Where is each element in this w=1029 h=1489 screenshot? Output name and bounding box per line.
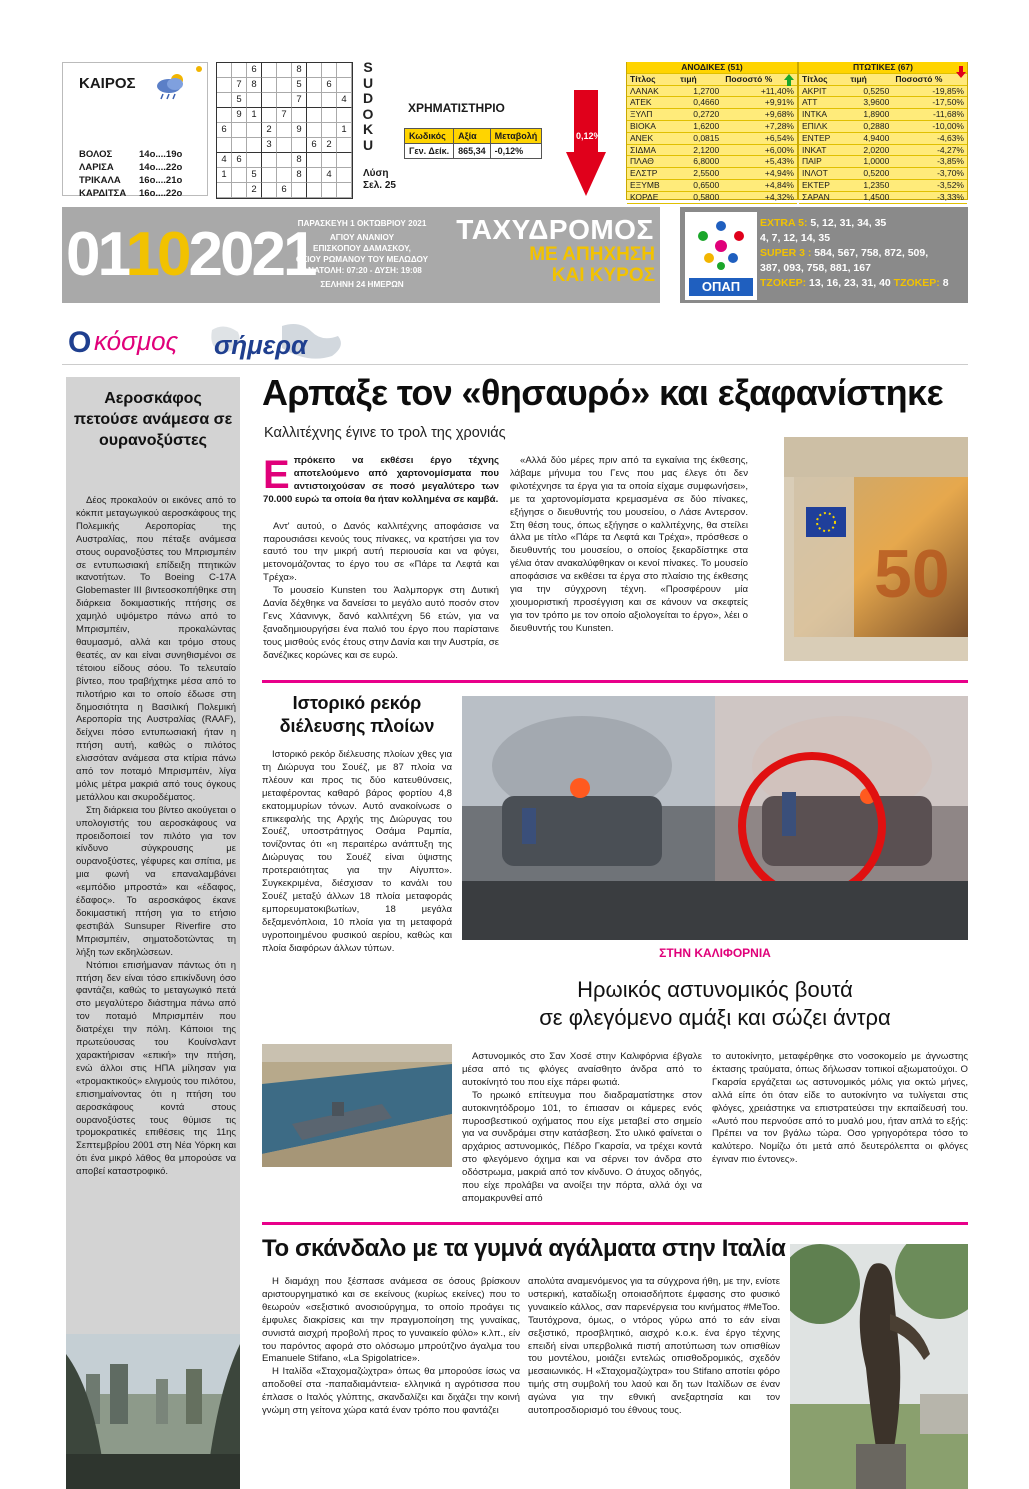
weather-title: ΚΑΙΡΟΣ [79,75,136,92]
sudoku-cell [262,168,277,183]
down-arrow-icon [566,90,606,196]
divider-italy [262,1222,968,1225]
weather-box [62,62,208,199]
table-row [799,156,967,168]
table-cell: +6,00% [722,144,797,156]
table-cell: -3,33% [892,191,967,203]
table-row [627,191,797,203]
sudoku-cell [322,123,337,138]
table-cell: 1,0000 [847,156,892,168]
sudoku-cell [217,183,232,198]
sudoku-cell [292,183,307,198]
weather-row-karditsa: ΚΑΡΔΙΤΣΑ 16ο....22ο [79,188,183,199]
sudoku-cell: 8 [292,168,307,183]
sudoku-cell [217,63,232,78]
svg-text:κόσμος: κόσμος [94,326,179,356]
sudoku-cell: 7 [292,93,307,108]
italy-col2: απολύτα αναμενόμενος για τα σύγχρονα ήθη, με την, ενίοτε υστερική, καταδίωξη οποιασδήποτε έμφασης στο φυσικό γυναικείο κάλλος, σαν παρενέργεια του κινήματος #MeToo. Ταυτόχρονα, όμως, ο ντόρος γύρω από το εάν είναι σεξιστικό, προσβλητικό, αισχρό κ.ο.κ. ένα έργο τέχνης επειδή είναι υπερβολικά πιστή αποτύπωση των οπισθίων του μοντέλου, μοιάζει εντελώς οπισθοδρομικός, σχεδόν μεσαιωνικός. Η «Σταχομαζώχτρα» του Stifano αποτίει φόρο τιμής στη συμβολή του λαού και δη των Ιταλίδων σε έναν αγώνα για την εθνική ανεξαρτησία και τον αυτοπροσδιορισμό του έθνους τους. [528,1276,780,1417]
sudoku-cell [217,108,232,123]
sudoku-cell [217,93,232,108]
sudoku-cell [247,138,262,153]
table-cell: -17,50% [892,97,967,109]
sudoku-cell [277,123,292,138]
sudoku-cell [322,108,337,123]
table-cell: 2,1200 [677,144,722,156]
table-cell: ΕΠΙΛΚ [799,120,847,132]
sudoku-cell [307,168,322,183]
sudoku-cell: 8 [247,78,262,93]
sudoku-cell [337,78,352,93]
sudoku-cell [262,63,277,78]
opap-logo [685,212,757,300]
table-cell: -10,00% [892,120,967,132]
exchange-title: ΧΡΗΜΑΤΙΣΤΗΡΙΟ [408,101,505,115]
sudoku-cell: 6 [247,63,262,78]
table-row [799,97,967,109]
table-row [799,191,967,203]
sudoku-cell: 4 [337,93,352,108]
table-cell: -19,85% [892,85,967,97]
table-cell: ΛΑΝΑΚ [627,85,677,97]
sudoku-cell [232,63,247,78]
sudoku-cell [277,93,292,108]
table-cell: ΙΝΤΚΑ [799,109,847,121]
table-cell: 1,8900 [847,109,892,121]
sudoku-puzzle [216,62,353,198]
table-cell: -3,70% [892,168,967,180]
table-cell: 1,2700 [677,85,722,97]
table-row [799,132,967,144]
table-cell: 0,4660 [677,97,722,109]
table-cell: 0,0815 [677,132,722,144]
sudoku-cell [277,63,292,78]
table-row [627,132,797,144]
down-small-arrow-icon [956,66,966,78]
table-cell: +11,40% [722,85,797,97]
table-row [627,120,797,132]
sudoku-cell [217,78,232,93]
table-cell: -11,68% [892,109,967,121]
table-cell: 0,6500 [677,179,722,191]
sudoku-cell: 5 [247,168,262,183]
cloud-rain-icon [151,71,191,101]
table-cell: ΙΝΚΑΤ [799,144,847,156]
table-cell: +9,91% [722,97,797,109]
table-cell: ΑΤΤ [799,97,847,109]
sudoku-cell [277,153,292,168]
sudoku-cell: 9 [232,108,247,123]
table-cell: +4,94% [722,168,797,180]
sudoku-cell [247,153,262,168]
table-cell: 4,9400 [847,132,892,144]
sudoku-cell [262,108,277,123]
table-cell: -4,27% [892,144,967,156]
sudoku-cell [337,183,352,198]
sudoku-cell: 2 [322,138,337,153]
table-cell: 0,5800 [677,191,722,203]
table-cell: 0,2880 [847,120,892,132]
table-cell: ΣΑΡΑΝ [799,191,847,203]
sudoku-cell [307,183,322,198]
table-cell: +9,68% [722,109,797,121]
sudoku-cell [262,78,277,93]
exchange-arrow-value: - 0,12% [570,131,602,141]
svg-text:Ο: Ο [68,326,92,359]
sudoku-cell [337,138,352,153]
table-cell: -4,63% [892,132,967,144]
sudoku-cell [247,93,262,108]
table-row [799,109,967,121]
table-cell: ΣΙΔΜΑ [627,144,677,156]
sudoku-cell: 5 [232,93,247,108]
italy-article-title: Το σκάνδαλο με τα γυμνά αγάλματα στην Ιταλία [262,1235,786,1262]
sudoku-answer-ref: Λύση Σελ. 25 [363,168,396,191]
table-row [799,144,967,156]
sudoku-cell: 8 [292,63,307,78]
statue-photo [790,1244,968,1489]
opap-results: EXTRA 5: 5, 12, 31, 34, 35 4, 7, 12, 14, 35 SUPER 3 : 584, 567, 758, 872, 509, 387, 093, 758, 881, 167 ΤΖΟΚΕΡ: 13, 16, 23, 31, 40 ΤΖΟΚΕΡ: 8 [760,217,949,289]
table-cell: -3,85% [892,156,967,168]
sudoku-cell [307,63,322,78]
issue-date: 01102021 [66,220,315,289]
italy-col1: Η διαμάχη που ξέσπασε ανάμεσα σε όσους βρίσκουν αριστουργηματικό και σε εκείνους (κυρίως εκείνες) που το θεωρούν «σεξιστικό ανοσιούργημα, το οποίο προάγει τις έμφυλες διακρίσεις και την πραγμοποίηση της γυναίκας, συνιστά αισχρή προβολή προς το γυναικείο φύλο» κ.λπ., είν του παρόντος αφορά στο ολόσωμο μπρούτζινο άγαλμα του Emanuele Stifano, «La Spigolatrice». Η Ιταλίδα «Σταχομαζώχτρα» όπως θα μπορούσε ίσως να αποδοθεί στα -παπαδιαμάντεια- ελληνικά η αγρότισσα που έπλασε ο Ιταλός γλύπτης, σκανδαλίζει και διχάζει την κοινή γνώμη στη γείτονα χώρα κατά έναν τρόπο που φαντάζει [262,1276,520,1417]
table-cell: ΑΚΡΙΤ [799,85,847,97]
sudoku-cell: 4 [217,153,232,168]
table-cell: 1,4500 [847,191,892,203]
table-cell: 1,2350 [847,179,892,191]
cockpit-photo [66,1334,240,1489]
table-cell: ΕΛΣΤΡ [627,168,677,180]
sudoku-cell: 6 [277,183,292,198]
table-row [627,156,797,168]
table-cell: 1,6200 [677,120,722,132]
sudoku-cell [277,168,292,183]
weather-row-trikala: ΤΡΙΚΑΛΑ 16ο....21ο [79,175,183,186]
sun-dot-icon [196,66,202,72]
table-cell: ΑΤΕΚ [627,97,677,109]
sudoku-cell: 8 [292,153,307,168]
california-col2: το αυτοκίνητο, μεταφέρθηκε στο νοσοκομείο με άγνωστης έκτασης τραύματα, όπως δήλωσαν τοπικοί αξιωματούχοι. Ο Γκαρσία εργάζεται ως αστυνομικός μόλις για οκτώ μήνες, αλλά είπε ότι όταν είδε το αυτοκίνητο να τυλίγεται στις φλόγες, χρειάστηκε να επιστρατεύσει την εκπαίδευσή του. «Αυτό που περνούσε από το μυαλό μου, ήταν απλά το εξής: Πρέπει να τον βγάλω τώρα. Οσο γρηγορότερα τόσο το καλύτερο. Νομίζω ότι μετά από δευτερόλεπτα οι φλόγες έγιναν πιο έντονες». [712,1051,968,1166]
sudoku-cell: 1 [217,168,232,183]
table-cell: ΒΙΟΚΑ [627,120,677,132]
sudoku-cell [262,93,277,108]
svg-text:50: 50 [874,536,950,612]
california-fire-photo [462,696,968,940]
sudoku-cell [217,138,232,153]
sudoku-cell [322,63,337,78]
sudoku-cell: 2 [247,183,262,198]
sudoku-cell [337,168,352,183]
up-arrow-icon [784,74,794,86]
sudoku-cell: 1 [247,108,262,123]
suez-article-body: Ιστορικό ρεκόρ διέλευσης πλοίων χθες για τη Διώρυγα του Σουέζ, με 87 πλοία να πλέουν και προς τις δύο κατευθύνσεις, μεταφέροντας καθαρό βάρος φορτίου 4,8 εκατομμυρίων τόνων. Αυτό ανακοίνωσε ο επικεφαλής της Αρχής της Διώρυγας του Σουέζ, υποστράτηγος Οσάμα Ραμπία, τονίζοντας ότι «η περαιτέρω ανάπτυξη της Διώρυγας του Σουέζ είναι ύψιστης προτεραιότητας για την Αίγυπτο». Συγκεκριμένα, διέσχισαν το κανάλι του Σουέζ μεταξύ άλλων 18 πλοία μεταφοράς εμπορευματοκιβωτίων, 18 μεγάλα δεξαμενόπλοια, 10 πλοία για τη μεταφορά υγροποιημένου φυσικού αερίου, καθώς και πλοία διαφόρων άλλων τύπων. [262,749,452,954]
sudoku-cell: 6 [232,153,247,168]
sudoku-cell [232,168,247,183]
sudoku-cell: 9 [292,123,307,138]
sudoku-cell: 6 [217,123,232,138]
section-divider [62,364,968,365]
risers-table: ΑΝΟΔΙΚΕΣ (51) Τίτλος τιμή Ποσοστό % ΛΑΝΑΚ 1,2700 +11,40% ΑΤΕΚ 0,4660 +9,91% ΞΥΛΠ 0,2720 +9,68% ΒΙΟΚΑ 1,6200 +7,28% ΑΝΕΚ 0,0815 +6,54% ΣΙΔΜΑ 2,1200 +6,00% ΠΛΑΘ 6,8000 +5,43% ΕΛΣΤΡ 2,5500 +4,94% ΕΞΥΜΒ 0,6500 +4,84% ΚΟΡΔΕ 0,5800 +4,32% [627,62,797,204]
sudoku-cell [292,138,307,153]
dropcap: Ε [263,453,290,497]
weather-row-volos: ΒΟΛΟΣ 14ο....19ο [79,149,183,160]
sudoku-cell [307,123,322,138]
sudoku-cell [262,153,277,168]
sudoku-cell [232,123,247,138]
table-cell: ΚΟΡΔΕ [627,191,677,203]
sudoku-cell: 7 [277,108,292,123]
table-cell: +4,84% [722,179,797,191]
table-cell: -3,52% [892,179,967,191]
sudoku-cell [322,183,337,198]
california-tag: ΣΤΗΝ ΚΑΛΙΦΟΡΝΙΑ [659,946,771,960]
california-title: Ηρωικός αστυνομικός βουτά σε φλεγόμενο αμάξι και σώζει άντρα [539,977,891,1030]
table-row [627,109,797,121]
date-info: ΠΑΡΑΣΚΕΥΗ 1 ΟΚΤΩΒΡΙΟΥ 2021 ΑΓΙΟΥ ΑΝΑΝΙΟΥ ΕΠΙΣΚΟΠΟΥ ΔΑΜΑΣΚΟΥ, ΟΣΙΟΥ ΡΩΜΑΝΟΥ ΤΟΥ ΜΕΛΩΔΟΥ ΑΝΑΤΟΛΗ: 07:20 - ΔΥΣΗ: 19:08 ΣΕΛΗΝΗ 24 ΗΜΕΡΩΝ [295,219,429,289]
table-cell: +7,28% [722,120,797,132]
table-cell: ΕΝΤΕΡ [799,132,847,144]
sudoku-cell [322,153,337,168]
sudoku-cell [337,153,352,168]
sudoku-cell [277,78,292,93]
table-cell: ΠΑΙΡ [799,156,847,168]
section-banner [62,318,352,362]
table-cell: ΑΝΕΚ [627,132,677,144]
table-row [627,144,797,156]
opap-star-icon [691,216,751,276]
table-row [627,97,797,109]
table-cell: 6,8000 [677,156,722,168]
sudoku-cell [262,183,277,198]
euro-banknote-photo [784,437,968,661]
suez-ship-photo [262,1044,452,1167]
table-cell: 2,5500 [677,168,722,180]
table-row [627,85,797,97]
table-row [627,179,797,191]
sudoku-cell [247,123,262,138]
svg-text:σήμερα: σήμερα [214,330,308,360]
weather-row-larisa: ΛΑΡΙΣΑ 14ο....22ο [79,162,183,173]
sudoku-cell [322,93,337,108]
sudoku-cell [337,63,352,78]
table-row [799,120,967,132]
sudoku-grid [216,62,353,199]
sudoku-cell [277,138,292,153]
table-cell: 0,5200 [847,168,892,180]
masthead-slogan: ΜΕ ΑΠΗΧΗΣΗ ΚΑΙ ΚΥΡΟΣ [529,244,655,286]
sudoku-cell: 5 [292,78,307,93]
table-row [627,168,797,180]
suez-article-title: Ιστορικό ρεκόρ διέλευσης πλοίων [279,693,435,736]
main-article-col1: Επρόκειτο να εκθέσει έργο τέχνης αποτελούμενο από χαρτονομίσματα που αντιστοιχούσαν σε ποσό μεγαλύτερο των 70.000 ευρώ τα οποία θα ήταν κολλημένα σε καμβά. Αντ' αυτού, ο Δανός καλλιτέχνης αποφάσισε να παρουσιάσει κενούς τους πίνακες, να κρατήσει για τον εαυτό του την μικρή αυτή περιουσία και να φύγει, μετονομάζοντας το έργο του σε «Πάρε τα Λεφτά και Τρέχα». Το μουσείο Kunsten του Άαλμποργκ στη Δυτική Δανία δέχθηκε να δανείσει το μεγάλο αυτό ποσόν στον Γενς Χάανινγκ, δανό καλλιτέχνη 56 ετών, για να ξαναδημιουργήσει ένα παλιό του έργο που παρίσταινε τους μισθούς ενός έτους στην Δανία και την Αυστρία, σε δανέζικες κορώνες και σε ευρώ. [263,453,499,661]
california-col1: Αστυνομικός στο Σαν Χοσέ στην Καλιφόρνια έβγαλε μέσα από τις φλόγες αναίσθητο άνδρα από το αυτοκίνητό του που είχε πάρει φωτιά. Το ηρωικό επίτευγμα που διαδραματίστηκε στον αυτοκινητόδρομο 101, το έπιασαν οι κάμερες ενός πυροσβεστικού οχήματος που είχε μεταβεί στο σημείο για να συνδράμει στην κατάσβεση. Στο υλικό φαίνεται ο αρχάριος αστυνομικός, Πέδρο Γκαρσία, να τρέχει κοντά στο φλεγόμενο όχημα και να σέρνει τον άνδρα στο οδόστρωμα, μακριά από τον κίνδυνο. Ο άτυχος οδηγός, που είχε προλάβει να ανοίξει την πόρτα, αλλά όχι να απομακρυνθεί από [462,1051,702,1204]
table-cell: 2,0200 [847,144,892,156]
main-article-col2: «Αλλά δύο μέρες πριν από τα εγκαίνια της έκθεσης, λάβαμε μήνυμα του Γενς που μας έλεγε ότι δεν φιλοτέχνησε τα έργα για τα οποία είχαμε συμφωνήσει», με τα χαρτονομίσματα κρεμασμένα σε δύο πίνακες, εξήγησε ο διευθυντής του μουσείου, ο Λάσε Αντερσον. Στη θέση τους, όπως εξήγησε ο καλλιτέχνης, θα στείλει άλλα με τίτλο «Πάρε τα Λεφτά και Τρέχα», πρόσθεσε ο διευθυντής του μουσείου, ο οποίος ξεκαρδίστηκε στα γέλια όταν ανακαλύφθηκαν οι κενοί πίνακες. Το μουσείο αποφάσισε να εκθέσει τα έργα στο πλαίσιο της έκθεσης για την σύγχρονη τέχνη. «Προσφέρουν μία χιουμοριστική προσέγγιση και σε κάνουν να σκεφτείς για τον τρόπο με τον οποίο αξιολογείται το έργο», λέει ο διευθυντής του Kunsten. [510,455,748,634]
sudoku-cell [232,183,247,198]
sudoku-cell [307,153,322,168]
sudoku-cell [307,93,322,108]
table-cell: ΞΥΛΠ [627,109,677,121]
masthead-title: ΤΑΧΥΔΡΟΜΟΣ [456,214,654,245]
sudoku-cell: 1 [337,123,352,138]
table-cell: ΕΞΥΜΒ [627,179,677,191]
sudoku-cell: 3 [262,138,277,153]
divider-suez [262,680,968,683]
table-row [799,179,967,191]
table-cell: +4,32% [722,191,797,203]
sudoku-cell: 4 [322,168,337,183]
sudoku-cell [307,78,322,93]
exchange-index-table: Κωδικός Αξία Μεταβολή Γεν. Δείκ. 865,34 -0,12% [404,128,542,159]
table-row [799,168,967,180]
table-cell: ΕΚΤΕΡ [799,179,847,191]
table-cell: ΙΝΛΟΤ [799,168,847,180]
table-row [799,85,967,97]
left-article-title: Αεροσκάφος πετούσε ανάμεσα σε ουρανοξύστες [73,390,233,449]
sudoku-cell [232,138,247,153]
sudoku-label: S U D O K U [362,59,374,153]
sudoku-cell: 7 [232,78,247,93]
main-article-title: Αρπαξε τον «θησαυρό» και εξαφανίστηκε [262,372,943,413]
main-article-subtitle: Καλλιτέχνης έγινε το τρολ της χρονιάς [264,425,506,441]
table-cell: ΠΛΑΘ [627,156,677,168]
sudoku-cell: 6 [322,78,337,93]
sudoku-cell: 6 [307,138,322,153]
table-cell: +5,43% [722,156,797,168]
sudoku-cell [292,108,307,123]
fallers-table: ΠΤΩΤΙΚΕΣ (67) Τίτλος τιμή Ποσοστό % ΑΚΡΙΤ 0,5250 -19,85% ΑΤΤ 3,9600 -17,50% ΙΝΤΚΑ 1,8900 -11,68% ΕΠΙΛΚ 0,2880 -10,00% ΕΝΤΕΡ 4,9400 -4,63% ΙΝΚΑΤ 2,0200 -4,27% ΠΑΙΡ 1,0000 -3,85% ΙΝΛΟΤ 0,5200 -3,70% ΕΚΤΕΡ 1,2350 -3,52% ΣΑΡΑΝ 1,4500 -3,33% [799,62,967,204]
table-cell: +6,54% [722,132,797,144]
table-cell: 3,9600 [847,97,892,109]
table-cell: 0,2720 [677,109,722,121]
opap-wordmark: ΟΠΑΠ [689,278,753,296]
left-article-body: Δέος προκαλούν οι εικόνες από το κόκπιτ μεταγωγικού αεροσκάφους της Πολεμικής Αεροπορίας της Αυστραλίας, που πέταξε ανάμεσα στους ουρανοξύστες του Μπρισμπέιν σε εντυπωσιακή επίδειξη πτητικών ικανοτήτων. Το Boeing C-17A Globemaster III βιντεοσκοπήθηκε στη διάρκεια δοκιμαστικής πτήσης σε χαμηλό υψόμετρο πάνω από το Μπρισμπέιν, προκαλώντας θαυμασμό, αλλά και τρόμο στους θεατές, αν και είναι συνηθισμένοι σε τέτοιου είδους σόου. Το τελευταίο βίντεο, που τραβήχτηκε μέσα από το πιλοτήριο και το οποίο έδωσε στη δημοσιότητα η Βασιλική Πολεμική Αεροπορία της Αυστραλίας (RAAF), δείχνει πόσο εντυπωσιακή ήταν η πτήση αυτή, καθώς ο πιλότος ελισσόταν ανάμεσα στα κτίρια πάνω από τον ποταμό Μπρισμπέιν, λίγα μόλις μέτρα μακριά από τους όγκους μετάλλου και σκυροδέματος. Στη διάρκεια του βίντεο ακούγεται ο υπολογιστής του αεροσκάφους να προειδοποιεί τον πιλότο για τον κίνδυνο σύγκρουσης με ουρανοξύστες, γέφυρες και σπίτια, με μια φωνή να επαναλαμβάνει «εμπόδιο μπροστά» και «έδαφος, έδαφος». Το αεροσκάφος έκανε δοκιμαστική πτήση για το ετήσιο φεστιβάλ Sunsuper Riverfire στο Μπρισμπέιν, σηματοδοτώντας τη λήξη των εκδηλώσεων. Ντόπιοι επισήμαναν πάντως ότι η πτήση δεν είναι τόσο επικίνδυνη όσο φαντάζει, καθώς το μεταγωγικό πετά στο μεγαλύτερο διάστημα πάνω από τον ποταμό Μπρισμπέιν που διατρέχει την πόλη. Κάποιοι της πρωτεύουσας του Κουίνσλαντ χαρακτήρισαν «επική» την πτήση, ενώ άλλοι στις ΗΠΑ μίλησαν για «τρομακτικούς» ελιγμούς του πιλότου, επισημαίνοντας ότι η πτήση του αεροσκάφους κοντά στους ουρανοξύστες τους θύμισε τις τρομοκρατικές επιθέσεις της 11ης Σεπτεμβρίου 2001 στη Νέα Υόρκη και ότι ένα μικρό λάθος θα μπορούσε να αποβεί καταστροφικό. [76,495,236,1178]
sudoku-cell [337,108,352,123]
table-cell: 0,5250 [847,85,892,97]
sudoku-cell: 2 [262,123,277,138]
sudoku-cell [307,108,322,123]
